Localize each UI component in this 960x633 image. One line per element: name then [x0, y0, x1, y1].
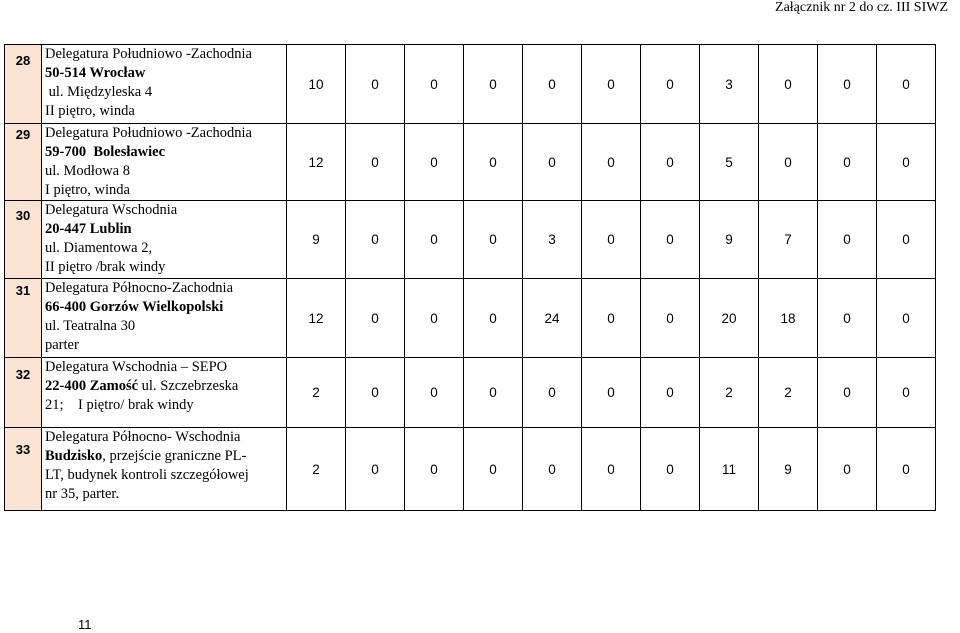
value-cell: 0 [818, 45, 877, 124]
address-text: ul. Międzyleska 4 [45, 84, 153, 100]
value-cell: 0 [641, 428, 700, 511]
address-text: 21; I piętro/ brak windy [45, 397, 194, 413]
value-cell: 0 [523, 45, 582, 124]
value-cell: 9 [700, 201, 759, 279]
address-line [45, 485, 283, 504]
value-cell: 2 [700, 358, 759, 428]
address-line [45, 336, 283, 355]
value-cell: 0 [877, 45, 936, 124]
address-cell [42, 201, 287, 279]
address-line [45, 45, 283, 64]
address-text: II piętro, winda [45, 103, 135, 119]
value-cell: 3 [700, 45, 759, 124]
address-text: II piętro /brak windy [45, 259, 166, 275]
address-text: 66-400 Gorzów Wielkopolski [45, 299, 224, 315]
value-cell: 0 [346, 428, 405, 511]
value-cell: 20 [700, 279, 759, 358]
value-cell: 0 [582, 358, 641, 428]
value-cell: 11 [700, 428, 759, 511]
page-number: 11 [78, 617, 92, 632]
value-cell: 7 [759, 201, 818, 279]
value-cell: 0 [877, 279, 936, 358]
address-text: ul. Modłowa 8 [45, 163, 130, 179]
value-cell: 2 [287, 428, 346, 511]
address-text: Delegatura Południowo -Zachodnia [45, 46, 252, 62]
row-number: 31 [15, 282, 31, 298]
row-number: 30 [15, 208, 31, 223]
address-text: 59-700 Bolesławiec [45, 144, 166, 160]
value-cell: 0 [405, 45, 464, 124]
address-line [45, 102, 283, 121]
table-row [5, 428, 936, 511]
value-cell: 24 [523, 279, 582, 358]
address-text: parter [45, 337, 79, 353]
value-cell: 0 [346, 45, 405, 124]
value-cell: 0 [641, 45, 700, 124]
row-number: 33 [15, 441, 31, 457]
header-note: Załącznik nr 2 do cz. III SIWZ [775, 0, 948, 15]
value-cell: 18 [759, 279, 818, 358]
value-cell: 0 [641, 279, 700, 358]
address-cell [42, 124, 287, 201]
address-text: 20-447 Lublin [45, 221, 132, 237]
value-cell: 0 [405, 428, 464, 511]
address-text: Budzisko [45, 448, 103, 464]
value-cell: 0 [464, 45, 523, 124]
table-row [5, 279, 936, 358]
value-cell: 10 [287, 45, 346, 124]
value-cell: 0 [405, 279, 464, 358]
value-cell: 0 [523, 428, 582, 511]
value-cell: 0 [582, 428, 641, 511]
address-line [45, 64, 283, 83]
table-row [5, 358, 936, 428]
table-row [5, 124, 936, 201]
address-cell [42, 358, 287, 428]
address-line [45, 181, 283, 200]
value-cell: 0 [582, 201, 641, 279]
address-cell [42, 279, 287, 358]
address-line [45, 124, 283, 143]
value-cell: 0 [346, 279, 405, 358]
value-cell: 0 [464, 279, 523, 358]
address-line [45, 279, 283, 298]
address-text: 50-514 Wrocław [45, 65, 146, 81]
value-cell: 0 [641, 358, 700, 428]
value-cell: 9 [759, 428, 818, 511]
address-text: ul. Diamentowa 2, [45, 240, 153, 256]
address-line [45, 447, 283, 466]
row-number: 32 [15, 367, 31, 382]
address-line [45, 396, 283, 415]
address-text: Delegatura Południowo -Zachodnia [45, 125, 252, 141]
value-cell: 0 [818, 279, 877, 358]
value-cell: 0 [818, 201, 877, 279]
value-cell: 0 [877, 358, 936, 428]
value-cell: 12 [287, 279, 346, 358]
address-text: LT, budynek kontroli szczegółowej [45, 467, 249, 483]
value-cell: 0 [464, 428, 523, 511]
value-cell: 0 [582, 279, 641, 358]
address-line [45, 83, 283, 102]
value-cell: 0 [405, 358, 464, 428]
address-cell [42, 45, 287, 124]
address-line [45, 377, 283, 396]
row-number-cell [5, 428, 42, 511]
value-cell: 0 [818, 124, 877, 201]
address-line [45, 220, 283, 239]
address-line [45, 298, 283, 317]
value-cell: 0 [759, 124, 818, 201]
address-text: Delegatura Północno- Wschodnia [45, 429, 241, 445]
address-line [45, 428, 283, 447]
value-cell: 0 [877, 428, 936, 511]
address-line [45, 239, 283, 258]
value-cell: 0 [464, 124, 523, 201]
address-text: , przejście graniczne PL- [102, 448, 247, 464]
address-line [45, 358, 283, 377]
value-cell: 0 [464, 201, 523, 279]
value-cell: 0 [346, 358, 405, 428]
value-cell: 9 [287, 201, 346, 279]
value-cell: 0 [405, 124, 464, 201]
value-cell: 12 [287, 124, 346, 201]
address-line [45, 143, 283, 162]
table-row [5, 45, 936, 124]
row-number-cell [5, 279, 42, 358]
value-cell: 0 [346, 124, 405, 201]
value-cell: 0 [818, 428, 877, 511]
value-cell: 0 [818, 358, 877, 428]
address-text: ul. Szczebrzeska [138, 378, 239, 394]
value-cell: 0 [582, 45, 641, 124]
value-cell: 0 [759, 45, 818, 124]
value-cell: 0 [405, 201, 464, 279]
value-cell: 0 [523, 358, 582, 428]
row-number-cell [5, 201, 42, 279]
address-text: 22-400 Zamość [45, 378, 139, 394]
table-row [5, 201, 936, 279]
address-line [45, 201, 283, 220]
value-cell: 0 [582, 124, 641, 201]
value-cell: 0 [346, 201, 405, 279]
address-line [45, 466, 283, 485]
address-text: I piętro, winda [45, 182, 130, 198]
value-cell: 0 [877, 124, 936, 201]
address-text: nr 35, parter. [45, 486, 120, 502]
address-text: ul. Teatralna 30 [45, 318, 136, 334]
value-cell: 3 [523, 201, 582, 279]
row-number: 29 [15, 126, 31, 142]
row-number: 28 [15, 52, 31, 68]
value-cell: 0 [641, 201, 700, 279]
value-cell: 0 [464, 358, 523, 428]
row-number-cell [5, 358, 42, 428]
value-cell: 5 [700, 124, 759, 201]
address-line [45, 317, 283, 336]
value-cell: 0 [523, 124, 582, 201]
row-number-cell [5, 45, 42, 124]
value-cell: 2 [287, 358, 346, 428]
address-line [45, 162, 283, 181]
address-cell [42, 428, 287, 511]
delegations-table [4, 44, 936, 511]
row-number-cell [5, 124, 42, 201]
value-cell: 2 [759, 358, 818, 428]
value-cell: 0 [641, 124, 700, 201]
address-text: Delegatura Wschodnia – SEPO [45, 359, 228, 375]
address-text: Delegatura Wschodnia [45, 202, 178, 218]
address-line [45, 258, 283, 277]
value-cell: 0 [877, 201, 936, 279]
address-text: Delegatura Północno-Zachodnia [45, 280, 234, 296]
